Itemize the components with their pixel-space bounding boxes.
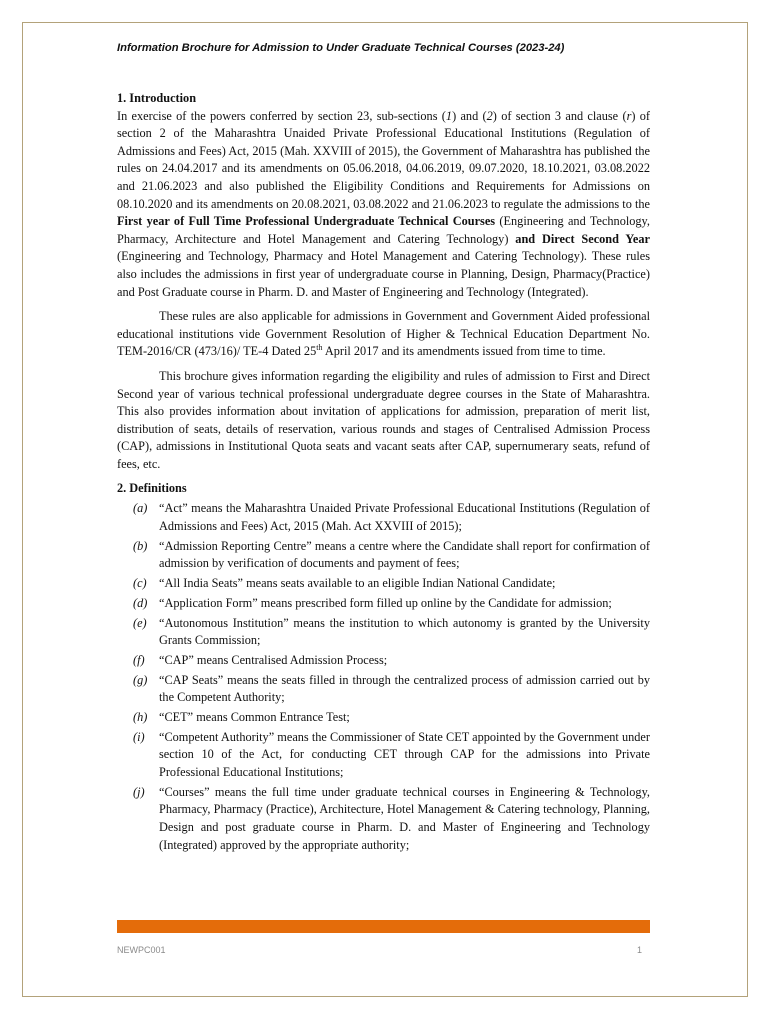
definition-label: (g) [133,672,148,687]
definition-text: “CAP Seats” means the seats filled in through the centralized process of admission carried out by the Competent Authority; [159,672,650,705]
definition-text: “CET” means Common Entrance Test; [159,710,350,725]
definition-item [117,784,650,854]
definition-item [117,595,650,613]
definition-text: “Autonomous Institution” means the institution to which autonomy is granted by the University Grants Commission; [159,615,650,648]
definition-text: “All India Seats” means seats available to an eligible Indian National Candidate; [159,576,556,590]
intro-paragraph-1: In exercise of the powers conferred by section 23, sub-sections (1) and (2) of section 3 and clause (r) of section 2 of the Maharashtra Unaided Private Professional Educational Institutions (Regulation of Admissions and Fees) Act, 2015 (Mah. XXVIII of 2015), the Government of Maharashtra has published the rules on 24.04.2017 and its amendments on 05.06.2018, 04.06.2019, 09.07.2020, 18.10.2021, 03.08.2022 and 21.06.2023 and also published the Eligibility Conditions and Requirements for Admissions on 08.10.2020 and its amendments on 20.08.2021, 03.08.2022 and 21.06.2023 to regulate the admissions to the First year of Full Time Professional Undergraduate Technical Courses (Engineering and Technology, Pharmacy, Architecture and Hotel Management and Catering Technology) and Direct Second Year (Engineering and Technology, Pharmacy and Hotel Management and Catering Technology). These rules also includes the admissions in first year of undergraduate course in Planning, Design, Pharmacy(Practice) and Post Graduate course in Pharm. D. and Master of Engineering and Technology (Integrated). [117,108,651,299]
definition-item [117,500,650,535]
definition-label: (i) [133,729,145,744]
definition-item [117,615,650,650]
definition-label: (d) [133,595,148,610]
section-heading-introduction: 1. Introduction [117,91,197,105]
definition-text: “CAP” means Centralised Admission Process; [159,652,388,667]
intro-paragraph-3: This brochure gives information regarding the eligibility and rules of admission to First and Direct Second year of various technical professional undergraduate degree courses in the State of Maharashtra. This also provides information about invitation of applications for admission, preparation of merit list, distribution of seats, details of reservation, various rounds and stages of Centralised Admission Process (CAP), admissions in Institutional Quota seats and vacant seats after CAP, supernumerary seats, refund of fees, etc. [117,368,650,471]
footer-page-number: 1 [637,945,643,955]
intro-paragraph-2: These rules are also applicable for admissions in Government and Government Aided professional educational institutions vide Government Resolution of Higher & Technical Education Department No. TEM-2016/CR (473/16)/ TE-4 Dated 25th April 2017 and its amendments issued from time to time. [117,309,650,359]
definition-item [117,538,650,573]
definitions-list [117,500,650,854]
page-header: Information Brochure for Admission to Under Graduate Technical Courses (2023-24) [117,42,565,54]
definition-label: (b) [133,538,148,553]
definition-text: “Admission Reporting Centre” means a centre where the Candidate shall report for confirmation of admission by verification of documents and payment of fees; [159,538,650,571]
definition-label: (a) [133,501,148,516]
definition-text: “Act” means the Maharashtra Unaided Private Professional Educational Institutions (Regulation of Admissions and Fees) Act, 2015 (Mah. Act XXVIII of 2015); [159,501,650,533]
definition-text: “Competent Authority” means the Commissioner of State CET appointed by the Government under section 10 of the Act, for conducting CET through CAP for the admissions into Private Professional Educational Institutions; [159,729,650,780]
definition-item [117,575,650,593]
footer-accent-bar [117,920,650,933]
definition-label: (f) [133,652,145,667]
definition-item [117,652,650,670]
definition-label: (c) [133,576,147,590]
definition-item [117,672,650,707]
definition-label: (h) [133,710,148,725]
definition-text: “Application Form” means prescribed form filled up online by the Candidate for admission; [159,595,612,610]
footer-document-code: NEWPC001 [117,945,166,955]
definition-label: (e) [133,615,147,630]
definition-label: (j) [133,784,145,799]
definition-item [117,709,650,727]
definition-item [117,729,650,782]
definition-text: “Courses” means the full time under graduate technical courses in Engineering & Technology, Pharmacy, Pharmacy (Practice), Architecture, Hotel Management & Catering technology, Planning, Design and post graduate course in Pharm. D. and Master of Engineering and Technology (Integrated) approved by the appropriate authority; [159,784,650,852]
section-heading-definitions: 2. Definitions [117,481,187,496]
document-body [117,90,650,854]
